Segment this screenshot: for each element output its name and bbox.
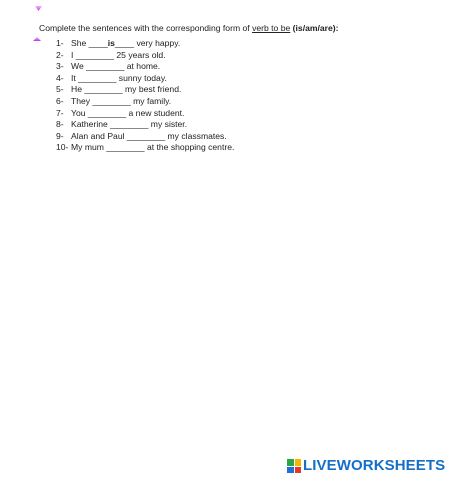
- item-before: Alan and Paul ________ my classmates.: [71, 130, 227, 141]
- item-before: She ____: [71, 38, 108, 48]
- item-sentence: [71, 119, 187, 131]
- item-sentence: [71, 108, 184, 120]
- exercise-item: [56, 73, 234, 85]
- liveworksheets-logo-text: LIVEWORKSHEETS: [303, 457, 446, 474]
- item-sentence: [71, 38, 180, 50]
- item-number: 5-: [56, 84, 64, 95]
- item-number: 8-: [56, 119, 64, 130]
- item-sentence: [71, 96, 171, 108]
- item-before: You ________ a new student.: [71, 107, 185, 118]
- exercise-item: [56, 61, 234, 73]
- item-number: 10-: [56, 142, 69, 153]
- exercise-item: [56, 108, 234, 120]
- item-sentence: [71, 142, 234, 154]
- item-before: My mum ________ at the shopping centre.: [71, 142, 235, 153]
- exercise-item: [56, 119, 234, 131]
- answer-field[interactable]: is: [107, 38, 115, 48]
- liveworksheets-logo: [287, 458, 445, 474]
- instruction-underlined-term: verb to be: [252, 22, 291, 33]
- exercise-item: [56, 38, 234, 50]
- item-before: They ________ my family.: [71, 95, 172, 106]
- item-number: 9-: [56, 130, 64, 141]
- item-sentence: [71, 131, 227, 143]
- item-before: Katherine ________ my sister.: [71, 119, 188, 130]
- item-number: 1-: [56, 38, 64, 48]
- item-sentence: [71, 50, 166, 62]
- item-number: 3-: [56, 61, 64, 72]
- exercise-list: [56, 38, 234, 154]
- item-number: 6-: [56, 95, 64, 106]
- purple-marker-icon: [33, 37, 41, 41]
- exercise-item: [56, 96, 234, 108]
- exercise-item: [56, 50, 234, 62]
- instruction-bold-options: (is/am/are):: [292, 22, 339, 33]
- item-number: 7-: [56, 107, 64, 118]
- item-sentence: [71, 73, 167, 85]
- instruction-text: [39, 23, 339, 34]
- item-before: We ________ at home.: [71, 61, 161, 72]
- exercise-item: [56, 131, 234, 143]
- instruction-prefix: Complete the sentences with the corresponding form of: [39, 22, 253, 33]
- item-sentence: [71, 84, 181, 96]
- item-sentence: [71, 61, 160, 73]
- item-before: It ________ sunny today.: [71, 72, 167, 83]
- item-number: 4-: [56, 72, 64, 83]
- item-before: I ________ 25 years old.: [71, 49, 166, 60]
- liveworksheets-logo-icon: [287, 459, 301, 473]
- exercise-item: [56, 142, 234, 154]
- purple-bullet-icon: [35, 6, 42, 11]
- item-before: He ________ my best friend.: [71, 84, 182, 95]
- item-number: 2-: [56, 49, 64, 60]
- exercise-item: [56, 84, 234, 96]
- item-after: ____ very happy.: [114, 38, 181, 48]
